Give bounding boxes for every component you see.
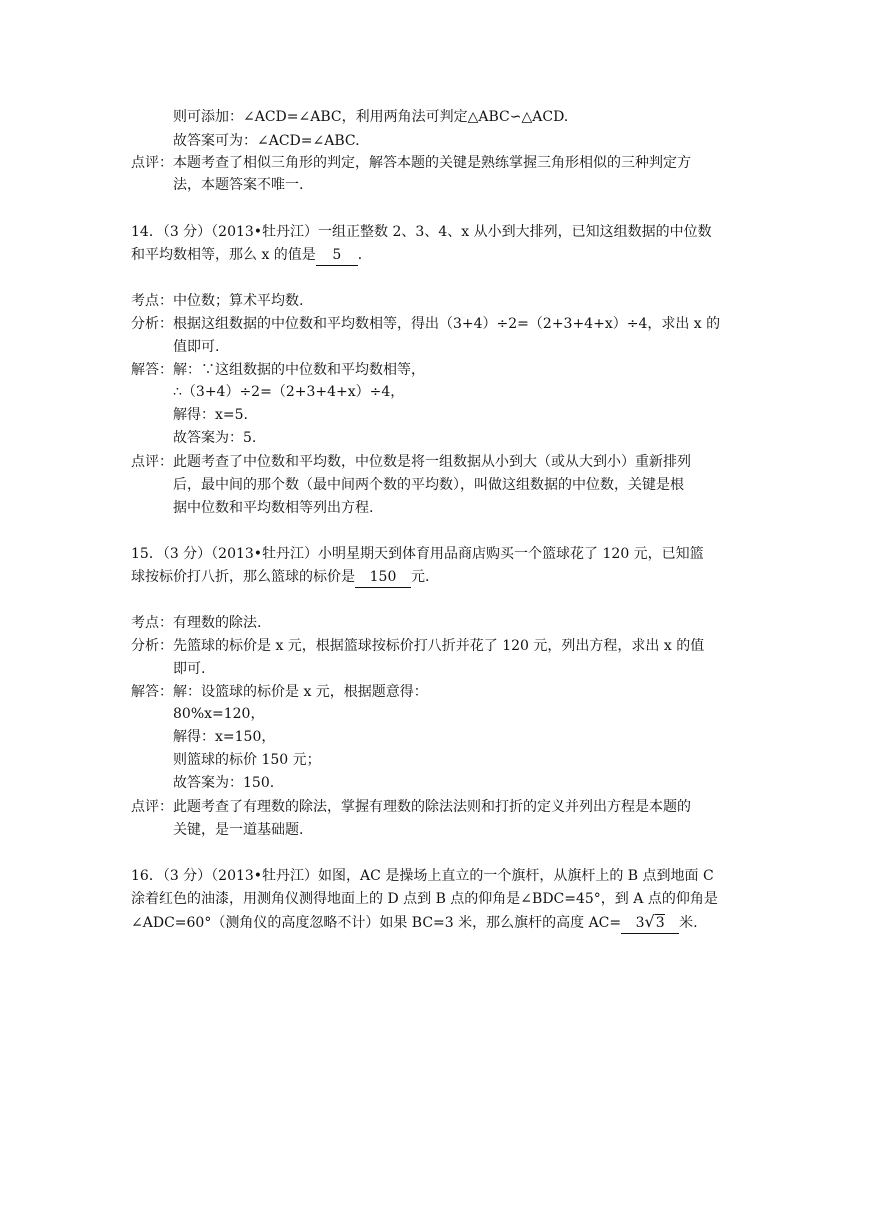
text-line: 故答案为：5. [173, 430, 257, 446]
text-line: 故答案为：150. [173, 775, 275, 791]
answer-radicand: 3 [655, 915, 665, 931]
text-line: 中位数；算术平均数. [173, 293, 304, 309]
answer-coefficient: 3 [635, 915, 645, 931]
question-14-line [131, 245, 372, 266]
text-line: 故答案可为：∠ACD=∠ABC. [173, 133, 360, 149]
text-line: 解：设篮球的标价是 x 元，根据题意得： [173, 684, 428, 700]
text-line: 关键，是一道基础题. [173, 822, 304, 838]
text-line: 据中位数和平均数相等列出方程. [173, 500, 374, 516]
question-16-line: 16．（3 分）（2013•牡丹江）如图，AC 是操场上直立的一个旗杆，从旗杆上的 B 点到地面 C [131, 868, 714, 884]
section-label: 点评： [131, 454, 173, 470]
section-label: 考点： [131, 293, 173, 309]
text-line: 则可添加：∠ACD=∠ABC，利用两角法可判定△ABC∽△ACD. [173, 109, 569, 125]
text-line: 则篮球的标价 150 元； [173, 752, 321, 768]
text-line: ∴（3+4）÷2=（2+3+4+x）÷4， [173, 384, 405, 400]
section-label: 点评： [131, 155, 173, 171]
section-label: 点评： [131, 799, 173, 815]
question-text: ∠ADC=60°（测角仪的高度忽略不计）如果 BC=3 米，那么旗杆的高度 AC= [131, 915, 622, 931]
text-line: 解：∵这组数据的中位数和平均数相等， [173, 362, 425, 378]
question-15-line: 15．（3 分）（2013•牡丹江）小明星期天到体育用品商店购买一个篮球花了 120 元，已知篮 [131, 546, 704, 562]
section-label: 解答： [131, 362, 173, 378]
text-line: 解得：x=150， [173, 729, 276, 745]
section-label: 考点： [131, 615, 173, 631]
sqrt-symbol: √3 [644, 912, 665, 931]
text-line: 80%x=120， [173, 706, 265, 722]
question-16-line [131, 912, 698, 934]
text-line: 根据这组数据的中位数和平均数相等，得出（3+4）÷2=（2+3+4+x）÷4，求出 x 的 [173, 316, 721, 332]
question-14-line: 14．（3 分）（2013•牡丹江）一组正整数 2、3、4、x 从小到大排列，已知这组数据的中位数 [131, 224, 712, 240]
question-text: 米. [679, 915, 698, 931]
text-line: 解得：x=5. [173, 407, 248, 423]
text-line: 此题考查了有理数的除法，掌握有理数的除法法则和打折的定义并列出方程是本题的 [173, 799, 691, 815]
text-line: 即可. [173, 661, 206, 677]
answer-blank: 5 [316, 245, 358, 266]
question-15-line [131, 567, 429, 588]
section-label: 分析： [131, 316, 173, 332]
section-label: 分析： [131, 638, 173, 654]
question-text: 球按标价打八折，那么篮球的标价是 [131, 569, 355, 585]
question-text: 元. [411, 569, 430, 585]
text-line: 先篮球的标价是 x 元，根据篮球按标价打八折并花了 120 元，列出方程，求出 x 的值 [173, 638, 705, 654]
text-line: 有理数的除法. [173, 615, 262, 631]
question-text: ． [357, 247, 372, 263]
question-text: 和平均数相等，那么 x 的值是 [131, 247, 316, 263]
section-label: 解答： [131, 684, 173, 700]
answer-blank: 150 [355, 567, 411, 588]
text-line: 法，本题答案不唯一. [173, 177, 304, 193]
text-line: 后，最中间的那个数（最中间两个数的平均数），叫做这组数据的中位数，关键是根 [173, 477, 684, 493]
answer-blank [621, 912, 679, 934]
text-line: 本题考查了相似三角形的判定，解答本题的关键是熟练掌握三角形相似的三种判定方 [173, 155, 691, 171]
text-line: 此题考查了中位数和平均数，中位数是将一组数据从小到大（或从大到小）重新排列 [173, 454, 691, 470]
text-line: 值即可. [173, 339, 220, 355]
question-16-line: 涂着红色的油漆，用测角仪测得地面上的 D 点到 B 点的仰角是∠BDC=45°，到 A 点的仰角是 [131, 891, 718, 907]
